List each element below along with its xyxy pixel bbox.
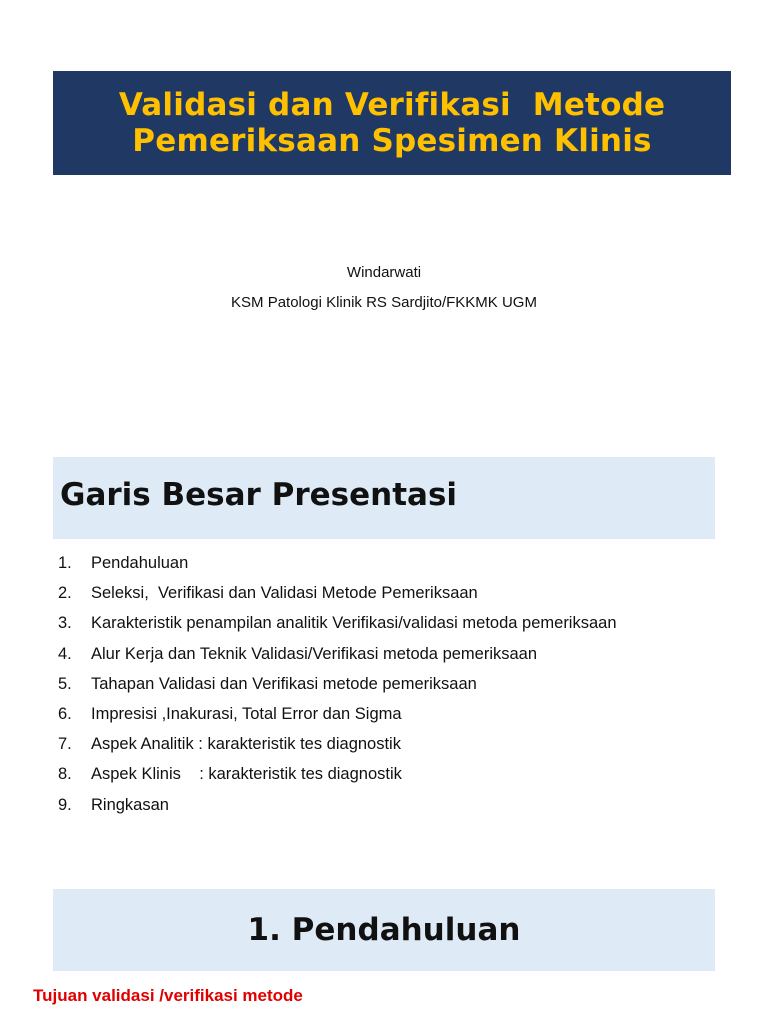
intro-heading: 1. Pendahuluan: [247, 912, 521, 948]
list-item-number: 5.: [58, 674, 72, 693]
list-item: [58, 729, 617, 759]
list-item: [58, 790, 617, 820]
list-item-text: Aspek Klinis : karakteristik tes diagnostik: [91, 765, 402, 784]
list-item-text: Impresisi ,Inakurasi, Total Error dan Sigma: [91, 705, 402, 724]
author-block: [0, 258, 768, 318]
list-item-text: Seleksi, Verifikasi dan Validasi Metode Pemeriksaan: [91, 584, 478, 603]
list-item-text: Pendahuluan: [91, 554, 189, 572]
list-item: [58, 548, 617, 578]
document-title-line-1: Validasi dan Verifikasi Metode: [118, 87, 666, 123]
outline-list: [58, 548, 617, 820]
list-item-number: 9.: [58, 795, 72, 814]
list-item-number: 3.: [58, 614, 72, 633]
outline-header-box: [53, 457, 715, 539]
list-item-number: 4.: [58, 644, 72, 663]
list-item: [58, 639, 617, 669]
list-item-text: Alur Kerja dan Teknik Validasi/Verifikasi metoda pemeriksaan: [91, 644, 538, 663]
title-banner: [53, 71, 731, 175]
list-item: [58, 759, 617, 789]
list-item-text: Karakteristik penampilan analitik Verifikasi/validasi metoda pemeriksaan: [91, 614, 617, 633]
list-item-text: Tahapan Validasi dan Verifikasi metode pemeriksaan: [91, 674, 477, 693]
list-item: [58, 608, 617, 638]
list-item: [58, 578, 617, 608]
author-affiliation: KSM Patologi Klinik RS Sardjito/FKKMK UGM: [231, 294, 537, 311]
list-item-number: 8.: [58, 765, 72, 784]
list-item-number: 6.: [58, 705, 72, 724]
document-title-line-2: Pemeriksaan Spesimen Klinis: [132, 123, 652, 159]
list-item-text: Aspek Analitik : karakteristik tes diagnostik: [91, 735, 401, 754]
list-item-number: 2.: [58, 584, 72, 603]
list-item-number: 1.: [58, 554, 72, 572]
list-item-text: Ringkasan: [91, 795, 169, 814]
author-name: Windarwati: [346, 264, 422, 281]
intro-header-box: [53, 889, 715, 971]
list-item-number: 7.: [58, 735, 72, 754]
list-item: [58, 699, 617, 729]
list-item: [58, 669, 617, 699]
outline-heading: Garis Besar Presentasi: [60, 477, 458, 513]
goal-heading: Tujuan validasi /verifikasi metode: [33, 986, 303, 1005]
